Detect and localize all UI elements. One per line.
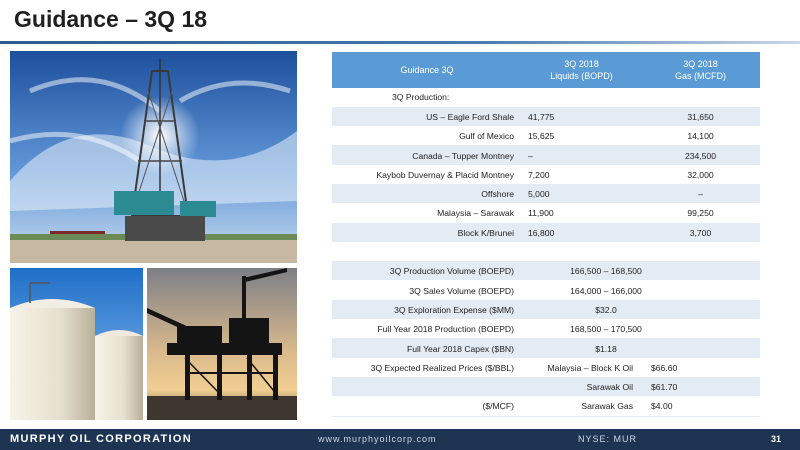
price-value: $4.00 [641, 397, 760, 416]
table-row [332, 300, 760, 319]
price-item: Malaysia – Block K Oil [522, 358, 641, 377]
row-label: Canada – Tupper Montney [332, 146, 522, 165]
row-gas: 14,100 [641, 127, 760, 146]
row-gas: 31,650 [641, 107, 760, 126]
summary-label: Full Year 2018 Capex ($BN) [332, 339, 522, 358]
header-gas-line2: Gas (MCFD) [675, 71, 726, 81]
table-row [332, 204, 760, 223]
header-liquids-line1: 3Q 2018 [564, 59, 599, 69]
table-row [332, 107, 760, 126]
row-liquids: 11,900 [522, 204, 641, 223]
footer-website[interactable]: www.murphyoilcorp.com [318, 434, 437, 444]
row-gas: 99,250 [641, 204, 760, 223]
price-label: 3Q Expected Realized Prices ($/BBL) [332, 358, 522, 377]
summary-label: Full Year 2018 Production (BOEPD) [332, 320, 522, 339]
table-row [332, 358, 760, 377]
row-gas: 32,000 [641, 165, 760, 184]
table-row [332, 281, 760, 300]
summary-value: 168,500 – 170,500 [522, 320, 760, 339]
production-section-row [332, 88, 760, 107]
row-liquids: 16,800 [522, 223, 641, 242]
price-label [332, 377, 522, 396]
oil-drilling-rig-photo [10, 51, 297, 263]
table-row [332, 184, 760, 203]
row-liquids: – [522, 146, 641, 165]
guidance-table [332, 52, 760, 417]
table-row [332, 320, 760, 339]
table-row [332, 165, 760, 184]
price-item: Sarawak Gas [522, 397, 641, 416]
row-label: Offshore [332, 184, 522, 203]
table-row [332, 146, 760, 165]
summary-label: 3Q Exploration Expense ($MM) [332, 300, 522, 319]
table-row [332, 223, 760, 242]
header-liquids [522, 52, 641, 88]
row-gas: 234,500 [641, 146, 760, 165]
row-label: Malaysia – Sarawak [332, 204, 522, 223]
row-liquids: 7,200 [522, 165, 641, 184]
header-gas-line1: 3Q 2018 [683, 59, 718, 69]
row-liquids: 15,625 [522, 127, 641, 146]
table-row [332, 339, 760, 358]
header-liquids-line2: Liquids (BOPD) [550, 71, 613, 81]
price-value: $61.70 [641, 377, 760, 396]
table-row [332, 262, 760, 281]
offshore-platform-photo [147, 268, 297, 420]
summary-value: $32.0 [522, 300, 760, 319]
row-gas: – [641, 184, 760, 203]
spacer-row [332, 242, 760, 261]
price-item: Sarawak Oil [522, 377, 641, 396]
table-row [332, 397, 760, 416]
production-section-label: 3Q Production: [332, 88, 522, 107]
row-label: Kaybob Duvernay & Placid Montney [332, 165, 522, 184]
summary-value: $1.18 [522, 339, 760, 358]
summary-label: 3Q Sales Volume (BOEPD) [332, 281, 522, 300]
price-label: ($/MCF) [332, 397, 522, 416]
summary-value: 166,500 – 168,500 [522, 262, 760, 281]
table-row [332, 127, 760, 146]
summary-value: 164,000 – 166,000 [522, 281, 760, 300]
summary-label: 3Q Production Volume (BOEPD) [332, 262, 522, 281]
header-gas [641, 52, 760, 88]
footer-ticker: NYSE: MUR [578, 434, 638, 444]
storage-tanks-photo [10, 268, 143, 420]
footer-bar [0, 429, 800, 450]
slide-title: Guidance – 3Q 18 [14, 6, 208, 32]
header-guidance: Guidance 3Q [332, 52, 522, 88]
row-label: US – Eagle Ford Shale [332, 107, 522, 126]
title-divider [0, 41, 800, 44]
row-label: Block K/Brunei [332, 223, 522, 242]
row-liquids: 5,000 [522, 184, 641, 203]
footer-company-name: MURPHY OIL CORPORATION [10, 433, 192, 445]
row-label: Gulf of Mexico [332, 127, 522, 146]
table-header-row [332, 52, 760, 88]
price-value: $66.60 [641, 358, 760, 377]
row-gas: 3,700 [641, 223, 760, 242]
row-liquids: 41,775 [522, 107, 641, 126]
page-number: 31 [771, 434, 782, 444]
table-row [332, 377, 760, 396]
